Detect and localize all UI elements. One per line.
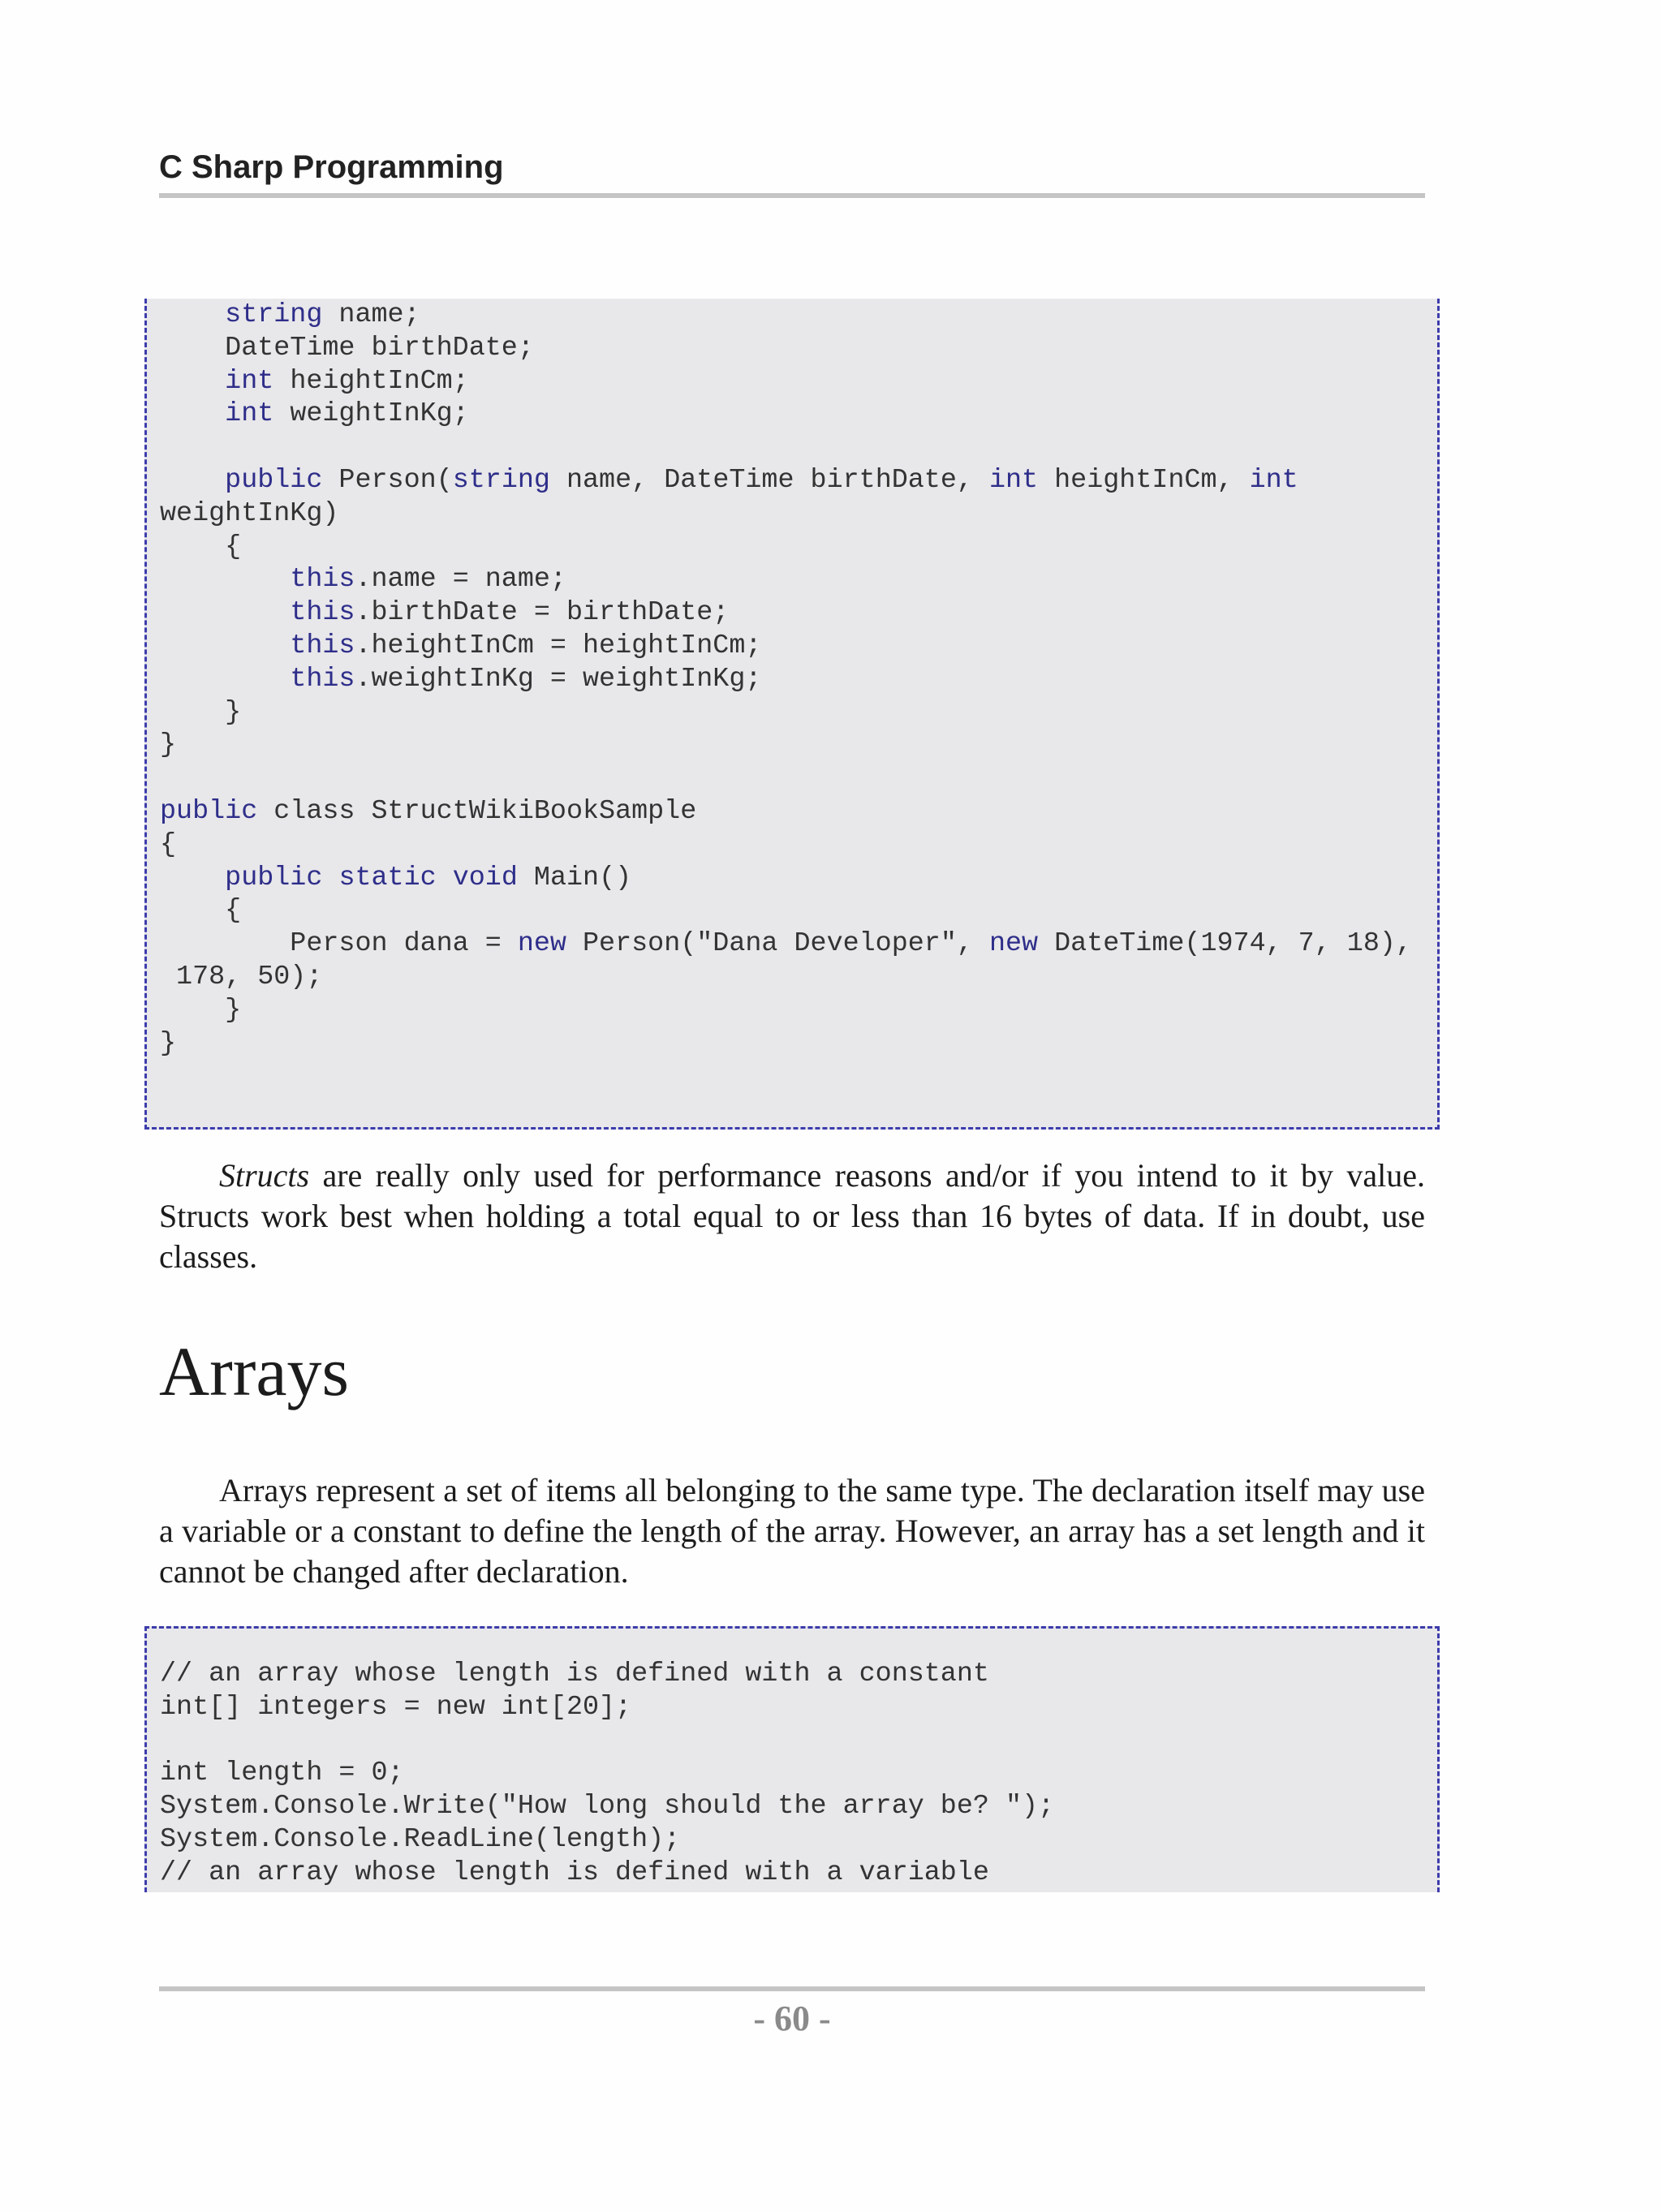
- code-token: Person(: [322, 464, 453, 496]
- code-line: [160, 1824, 680, 1855]
- code-line: [160, 564, 566, 595]
- code-line: [160, 299, 420, 330]
- code-line: [160, 1758, 404, 1788]
- code-token: [437, 863, 453, 893]
- code-token: DateTime birthDate;: [160, 332, 534, 364]
- code-token: }: [160, 994, 242, 1026]
- paragraph-structs: [159, 1155, 1425, 1277]
- code-token: [160, 564, 290, 595]
- code-token: Person dana =: [160, 928, 518, 960]
- code-line: [160, 1659, 989, 1689]
- code-token: 178, 50);: [160, 961, 323, 992]
- code-line: [160, 796, 696, 827]
- code-keyword: static: [338, 862, 437, 893]
- code-token: }: [160, 729, 177, 761]
- code-token: System.Console.ReadLine(length);: [160, 1823, 681, 1855]
- code-keyword: public: [225, 464, 323, 496]
- code-token: [160, 366, 225, 397]
- code-keyword: int: [225, 365, 274, 397]
- code-token: [160, 299, 225, 330]
- code-line: [160, 531, 241, 562]
- code-token: }: [160, 1027, 177, 1059]
- code-keyword: public: [225, 862, 323, 893]
- code-token: .name = name;: [355, 564, 566, 596]
- code-token: {: [160, 895, 242, 927]
- footer-rule: [159, 1986, 1425, 1991]
- code-token: Person("Dana Developer",: [566, 928, 989, 960]
- code-keyword: this: [290, 564, 355, 596]
- code-line: [160, 366, 469, 397]
- code-token: .heightInCm = heightInCm;: [355, 630, 762, 661]
- code-token: .weightInKg = weightInKg;: [355, 663, 762, 695]
- code-keyword: new: [988, 928, 1039, 960]
- code-keyword: int: [225, 398, 274, 430]
- code-token: weightInKg;: [273, 398, 469, 430]
- paragraph-arrays: [159, 1470, 1425, 1592]
- code-token: [160, 597, 290, 628]
- code-keyword: void: [452, 862, 518, 893]
- code-token: Main(): [517, 862, 632, 893]
- paragraph-text: are really only used for performance reasons and/or if you intend to it by value. Structs work best when holding a total equal to or less than 16 bytes of data. If in doubt, use classes.: [159, 1157, 1425, 1275]
- header-rule: [159, 193, 1425, 198]
- code-token: name, DateTime birthDate,: [549, 464, 989, 496]
- code-line: [160, 829, 176, 860]
- code-token: int[] integers = new int[20];: [160, 1691, 632, 1723]
- code-token: DateTime(1974, 7, 18),: [1038, 928, 1412, 960]
- code-keyword: new: [517, 928, 566, 960]
- code-line: [160, 1857, 989, 1888]
- page-number: - 60 -: [753, 1999, 831, 2038]
- italic-term: Structs: [219, 1157, 310, 1194]
- code-line: [160, 1791, 1054, 1822]
- code-listing: [160, 1658, 1054, 1890]
- code-line: [160, 597, 729, 628]
- code-keyword: int: [988, 464, 1039, 496]
- running-header: C Sharp Programming: [159, 149, 504, 185]
- code-token: class StructWikiBookSample: [257, 795, 697, 827]
- code-line: [160, 928, 1412, 959]
- code-line: [160, 697, 241, 728]
- code-listing: [160, 299, 1412, 1060]
- code-keyword: int: [1249, 464, 1298, 496]
- code-line: [160, 729, 176, 760]
- code-line: [160, 333, 534, 364]
- code-line: [160, 995, 241, 1026]
- code-token: // an array whose length is defined with a constant: [160, 1659, 989, 1689]
- code-block-arrays: [144, 1626, 1440, 1892]
- code-line: [160, 498, 338, 529]
- code-line: [160, 398, 469, 429]
- code-line: [160, 895, 241, 926]
- code-keyword: public: [160, 795, 258, 827]
- code-line: [160, 962, 322, 992]
- code-token: {: [160, 828, 177, 860]
- code-token: System.Console.Write("How long should the array be? ");: [160, 1791, 1055, 1823]
- code-block-person-struct: [144, 299, 1440, 1130]
- code-token: {: [160, 531, 242, 562]
- code-token: [160, 863, 225, 893]
- code-keyword: this: [290, 597, 355, 629]
- code-line: [160, 630, 761, 661]
- code-token: // an array whose length is defined with a variable: [160, 1857, 989, 1888]
- code-token: [160, 465, 225, 496]
- code-line: [160, 465, 1298, 496]
- code-line: [160, 1692, 631, 1723]
- code-keyword: this: [290, 663, 355, 695]
- code-keyword: string: [225, 299, 323, 330]
- code-keyword: this: [290, 630, 355, 661]
- code-line: [160, 664, 761, 695]
- code-token: heightInCm,: [1038, 464, 1250, 496]
- code-token: [160, 664, 290, 695]
- paragraph-text: Arrays represent a set of items all belonging to the same type. The declaration itself may use a variable or a constant to define the length of the array. However, an array has a set length and it cannot be changed after declaration.: [159, 1472, 1425, 1590]
- code-token: [160, 630, 290, 661]
- code-token: .birthDate = birthDate;: [355, 597, 730, 629]
- code-token: int length = 0;: [160, 1758, 404, 1789]
- code-line: [160, 863, 631, 893]
- section-heading: Arrays: [159, 1332, 350, 1410]
- code-token: [322, 863, 338, 893]
- code-token: name;: [322, 299, 420, 330]
- code-token: heightInCm;: [273, 365, 469, 397]
- code-keyword: string: [452, 464, 550, 496]
- code-token: }: [160, 696, 242, 728]
- code-token: [160, 398, 225, 429]
- code-token: weightInKg): [160, 497, 339, 529]
- code-line: [160, 1028, 176, 1059]
